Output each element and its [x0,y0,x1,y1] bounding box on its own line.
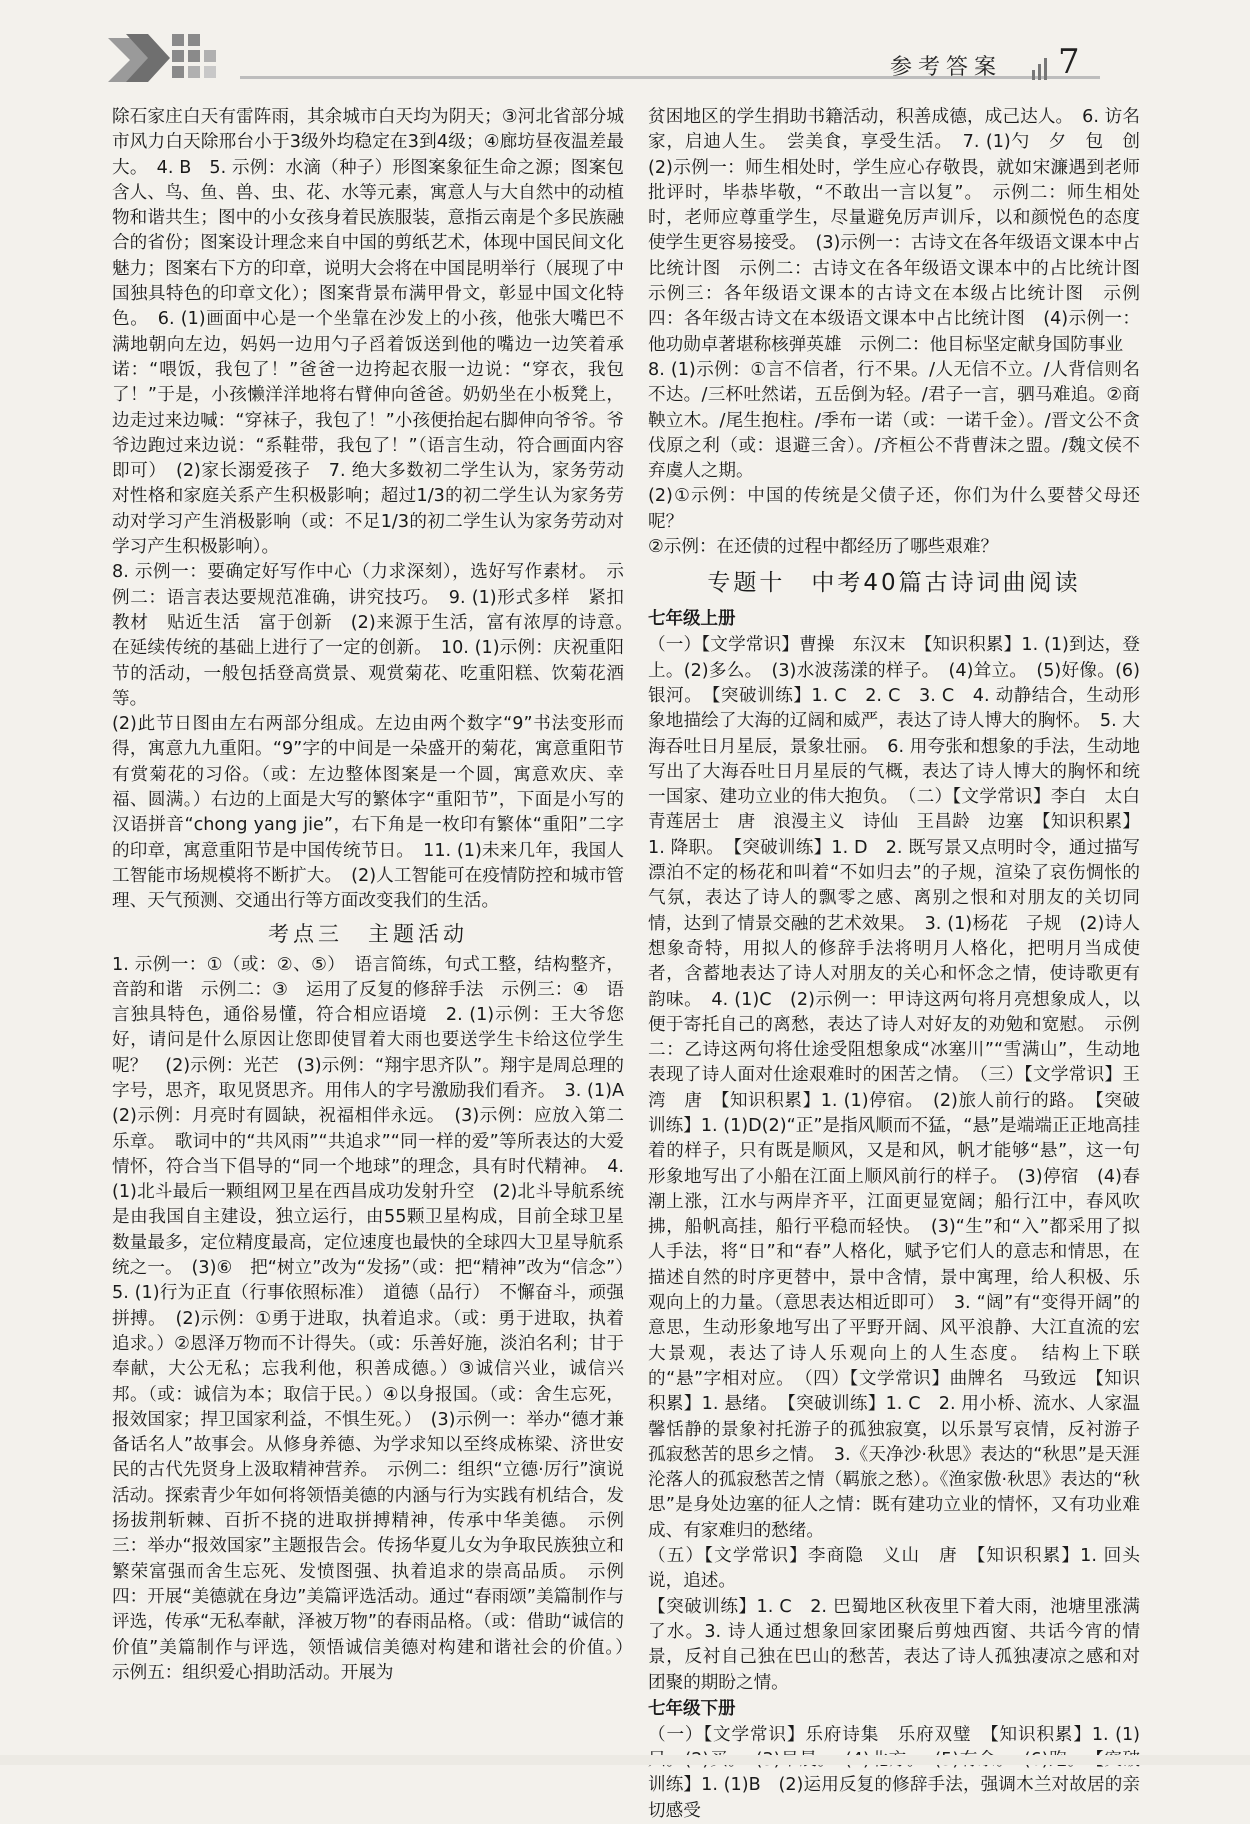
square-grid-logo-icon [108,28,228,86]
left-column [112,105,642,1686]
answer-paragraph: 1. 示例一：①（或：②、⑤） 语言简练，句式工整，结构整齐，音韵和谐 示例二：③ 运用了反复的修辞手法 示例三：④ 语言独具特色，通俗易懂，符合相应语境 2. (1)示例：王大爷您好，请问是什么原因让您即使冒着大雨也要送学生卡给这位学生呢？ (2)示例：光芒 (3)示例：“翔宇思齐队”。翔宇是周总理的字号，思齐，取见贤思齐。用伟人的字号激励我们看齐。 3. (1)A (2)示例：月亮时有圆缺，祝福相伴永远。 (3)示例：应放入第二乐章。 歌词中的“共风雨”“共追求”“同一样的爱”等所表达的大爱情怀，符合当下倡导的“同一个地球”的理念，具有时代精神。 4. (1)北斗最后一颗组网卫星在西昌成功发射升空 (2)北斗导航系统是由我国自主建设，独立运行，由55颗卫星构成，目前全球卫星数量最多，定位精度最高，定位速度也最快的全球四大卫星导航系统之一。 (3)⑥ 把“树立”改为“发扬”（或：把“精神”改为“信念”） 5. (1)行为正直（行事依照标准） 道德（品行） 不懈奋斗，顽强拼搏。 (2)示例：①勇于进取，执着追求。（或：勇于进取，执着追求。）②恩泽万物而不计得失。（或：乐善好施，淡泊名利；甘于奉献，大公无私；忘我利他，积善成德。）③诚信兴业，诚信兴邦。（或：诚信为本；取信于民。）④以身报国。（或：舍生忘死，报效国家；捍卫国家利益，不惧生死。） (3)示例一：举办“德才兼备话名人”故事会。从修身养德、为学求知以至终成栋梁、济世安民的古代先贤身上汲取精神营养。 示例二：组织“立德·厉行”演说活动。探索青少年如何将领悟美德的内涵与行为实践有机结合，发扬拔荆斩棘、百折不挠的进取拼搏精神，传承中华美德。 示例三：举办“报效国家”主题报告会。传扬华夏儿女为争取民族独立和繁荣富强而舍生忘死、发愤图强、执着追求的崇高品质。 示例四：开展“美德就在身边”美篇评选活动。通过“春雨颂”美篇制作与评选，传承“无私奉献，泽被万物”的春雨品格。（或：借助“诚信的价值”美篇制作与评选，领悟诚信美德对构建和谐社会的价值。） 示例五：组织爱心捐助活动。开展为 [112,954,642,1683]
answer-paragraph: （五）【文学常识】李商隐 义山 唐 【知识积累】1. 回头说，追述。 [648,1546,1140,1592]
section-title: 专题十 中考40篇古诗词曲阅读 [707,570,1081,597]
page-number: 7 [1058,42,1080,82]
header-label: 参考答案 [890,55,1003,80]
answer-paragraph: (2)①示例：中国的传统是父债子还，你们为什么要替父母还呢？ [648,486,1140,532]
section-title: 考点三 主题活动 [268,921,468,946]
page-bottom-edge [0,1755,1250,1765]
answer-paragraph: （一）【文学常识】曹操 东汉末 【知识积累】1. (1)到达，登上。(2)多么。 (3)水波荡漾的样子。 (4)耸立。 (5)好像。(6)银河。 【突破训练】1. C 2. C 3. C 4. 动静结合，生动形象地描绘了大海的辽阔和威严，表达了诗人博大的胸怀。 5. 大海吞吐日月星辰，景象壮丽。 6. 用夸张和想象的手法，生动地写出了大海吞吐日月星辰的气概，表达了诗人博大的胸怀和统一国家、建功立业的伟大抱负。 （二）【文学常识】李白 太白 青莲居士 唐 浪漫主义 诗仙 王昌龄 边塞 【知识积累】1. 降职。 【突破训练】1. D 2. 既写景又点明时令，通过描写漂泊不定的杨花和叫着“不如归去”的子规，渲染了哀伤惆怅的气氛，表达了诗人的飘零之感、离别之恨和对朋友的关切同情，达到了情景交融的艺术效果。 3. (1)杨花 子规 (2)诗人想象奇特，用拟人的修辞手法将明月人格化，把明月当成使者，含蓄地表达了诗人对朋友的关心和怀念之情，使诗歌更有韵味。 4. (1)C (2)示例一：甲诗这两句将月亮想象成人，以便于寄托自己的离愁，表达了诗人对好友的劝勉和宽慰。 示例二：乙诗这两句将仕途受阻想象成“冰塞川”“雪满山”，生动地表现了诗人面对仕途艰难时的困苦之情。 （三）【文学常识】王湾 唐 【知识积累】1. (1)停宿。 (2)旅人前行的路。 【突破训练】1. (1)D(2)“正”是指风顺而不猛，“悬”是端端正正地高挂着的样子，只有既是顺风，又是和风，帆才能够“悬”，这一句形象地写出了小船在江面上顺风前行的样子。 (3)停宿 (4)春潮上涨，江水与两岸齐平，江面更显宽阔；船行江中，春风吹拂，船帆高挂，船行平稳而轻快。 (3)“生”和“入”都采用了拟人手法，将“日”和“春”人格化，赋予它们人的意志和情思，在描述自然的时序更替中，景中含情，景中寓理，给人积极、乐观向上的力量。（意思表达相近即可） 3. “阔”有“变得开阔”的意思，生动形象地写出了平野开阔、风平浪静、大江直流的宏大景观，表达了诗人乐观向上的人生态度。 结构上下联的“悬”字相对应。 （四）【文学常识】曲牌名 马致远 【知识积累】1. 悬绪。 【突破训练】1. C 2. 用小桥、流水、人家温馨恬静的景象衬托游子的孤独寂寞，以乐景写哀情，反衬游子孤寂愁苦的思乡之情。 3.《天净沙·秋思》表达的“秋思”是天涯沦落人的孤寂愁苦之情（羁旅之愁）。《渔家傲·秋思》表达的“秋思”是身处边塞的征人之情：既有建功立业的情怀，又有功业难成、有家难归的愁绪。 [648,635,1158,1541]
answer-paragraph: 8. (1)示例：①言不信者，行不果。/人无信不立。/人背信则名不达。/三杯吐然诺，五岳倒为轻。/君子一言，驷马难追。②商鞅立木。/尾生抱柱。/季布一诺（或：一诺千金）。/晋文公不贪伐原之利（或：退避三舍）。/齐桓公不背曹沫之盟。/魏文侯不弃虞人之期。 [648,359,1140,482]
right-column [648,105,1158,1824]
answer-paragraph: 贫困地区的学生捐助书籍活动，积善成德，成己达人。 6. 访名家，启迪人生。 尝美食，享受生活。 7. (1)勺 夕 包 创 (2)示例一：师生相处时，学生应心存敬畏，就如宋濂遇到老师批评时，毕恭毕敬，“不敢出一言以复”。 示例二：师生相处时，老师应尊重学生，尽量避免厉声训斥，以和颜悦色的态度使学生更容易接受。 (3)示例一：古诗文在各年级语文课本中占比统计图 示例二：古诗文在各年级语文课本中的占比统计图 示例三：各年级语文课本的古诗文在本级占比统计图 示例四：各年级古诗文在本级语文课本中占比统计图 (4)示例一：他功勋卓著堪称核弹英雄 示例二：他目标坚定献身国防事业 [648,107,1158,355]
subheading: 七年级上册 [648,609,736,630]
answer-paragraph: 【突破训练】1. C 2. 巴蜀地区秋夜里下着大雨，池塘里涨满了水。3. 诗人通过想象回家团聚后剪烛西窗、共话今宵的情景，反衬自己独在巴山的愁苦，表达了诗人孤独凄凉之感和对团聚的期盼之情。 [648,1596,1140,1693]
answer-paragraph: (2)此节日图由左右两部分组成。左边由两个数字“9”书法变形而得，寓意九九重阳。“9”字的中间是一朵盛开的菊花，寓意重阳节有赏菊花的习俗。（或：左边整体图案是一个圆，寓意欢庆、幸福、圆满。）右边的上面是大写的繁体字“重阳节”，下面是小写的汉语拼音“chong yang jie”，右下角是一枚印有繁体“重阳”二字的印章，寓意重阳节是中国传统节日。 11. (1)未来几年，我国人工智能市场规模将不断扩大。 (2)人工智能可在疫情防控和城市管理、天气预测、交通出行等方面改变我们的生活。 [112,714,624,912]
answer-paragraph: 除石家庄白天有雷阵雨，其余城市白天均为阴天；③河北省部分城市风力白天除邢台小于3级外均稳定在3到4级；④廊坊昼夜温差最大。 4. B 5. 示例：水滴（种子）形图案象征生命之源；图案包含人、鸟、鱼、兽、虫、花、水等元素，寓意人与大自然中的动植物和谐共生；图中的小女孩身着民族服装，意指云南是个多民族融合的省份；图案设计理念来自中国的剪纸艺术，体现中国民间文化魅力；图案右下方的印章，说明大会将在中国昆明举行（展现了中国独具特色的印章文化）；图案背景布满甲骨文，彰显中国文化特色。 6. (1)画面中心是一个坐靠在沙发上的小孩，他张大嘴巴不满地朝向左边，妈妈一边用勺子舀着饭送到他的嘴边一边笑着承诺：“喂饭，我包了！”爸爸一边挎起衣服一边说：“穿衣，我包了！”于是，小孩懒洋洋地将右臂伸向爸爸。奶奶坐在小板凳上，边走过来边喊：“穿袜子，我包了！”小孩便抬起右脚伸向爷爷。爷爷边跑过来边说：“系鞋带，我包了！”（语言生动，符合画面内容即可） (2)家长溺爱孩子 7. 绝大多数初二学生认为，家务劳动对性格和家庭关系产生积极影响；超过1/3的初二学生认为家务劳动对学习产生消极影响（或：不足1/3的初二学生认为家务劳动对学习产生积极影响）。 [112,107,624,558]
page-header [0,0,1250,92]
bars-icon [1030,56,1050,80]
answer-paragraph: 8. 示例一：要确定好写作中心（力求深刻），选好写作素材。 示例二：语言表达要规范准确，讲究技巧。 9. (1)形式多样 紧扣教材 贴近生活 富于创新 (2)来源于生活，富有浓厚的诗意。 在延续传统的基础上进行了一定的创新。 10. (1)示例：庆祝重阳节的活动，一般包括登高赏景、观赏菊花、吃重阳糕、饮菊花酒等。 [112,562,642,709]
answer-paragraph: （一）【文学常识】乐府诗集 乐府双璧 【知识积累】1. (1) 训练】1. (1)B (2)运用反复的修辞手法，强调木兰对故居的亲切感受 [648,1724,1140,1821]
subheading: 七年级下册 [648,1698,736,1719]
answer-paragraph: ②示例：在还债的过程中都经历了哪些艰难？ [648,537,999,558]
